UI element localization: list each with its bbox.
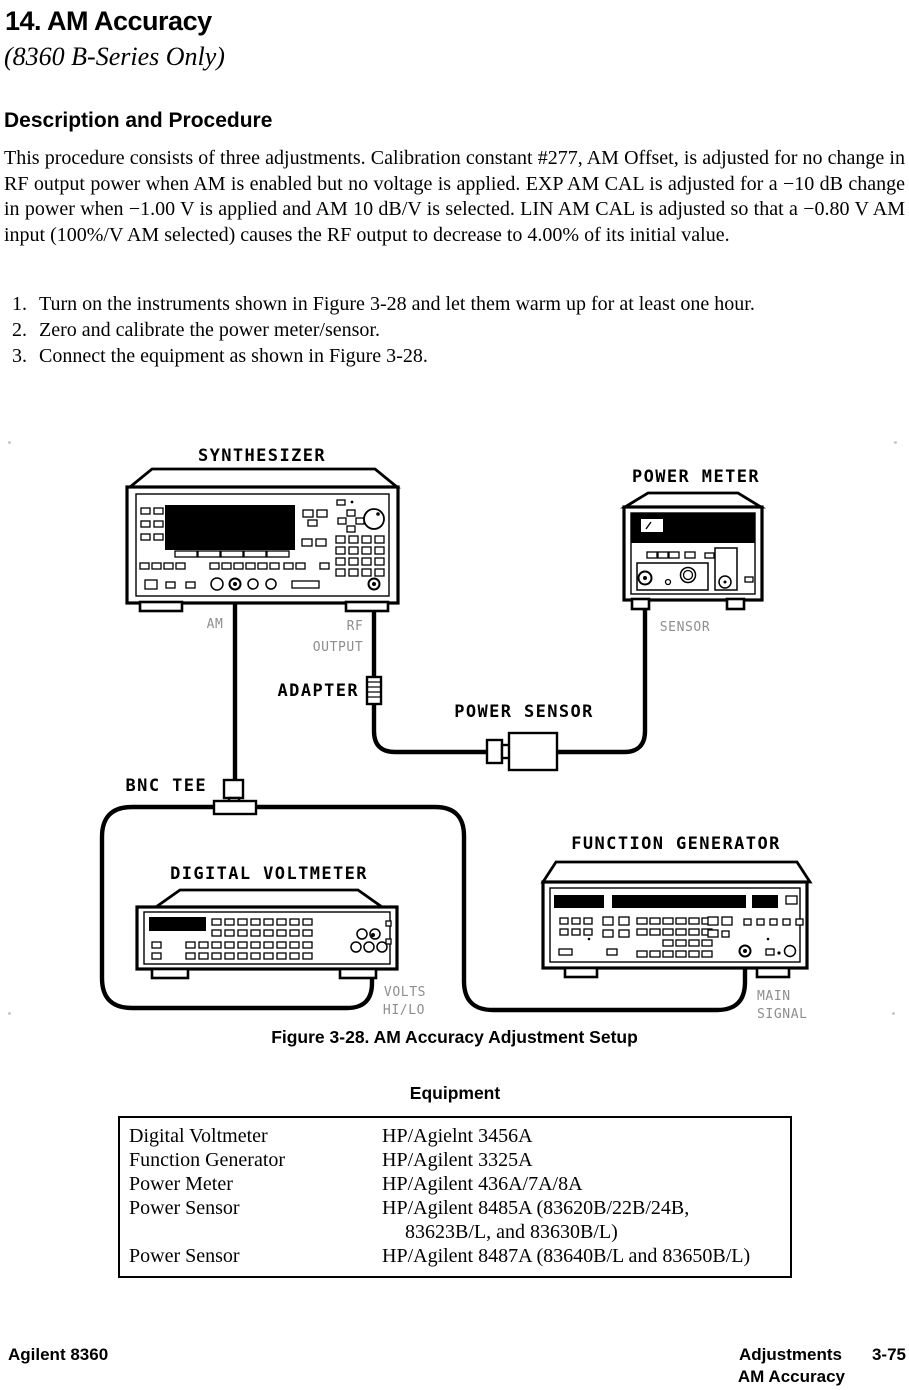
equipment-model: HP/Agilent 8485A (83620B/22B/24B, (382, 1197, 690, 1219)
section-heading: Description and Procedure (4, 109, 273, 132)
equipment-model: HP/Agilent 3325A (382, 1149, 533, 1171)
table-row (129, 1172, 790, 1196)
procedure-step (12, 291, 896, 317)
volts-hi-lo-connector (371, 933, 375, 937)
digital-voltmeter-drawing (137, 864, 426, 1018)
equipment-model: HP/Agilent 8487A (83640B/L and 83650B/L) (382, 1245, 751, 1267)
am-port-label: AM (206, 617, 224, 632)
equipment-item: Power Sensor (129, 1197, 240, 1219)
footer-product: Agilent 8360 (8, 1345, 109, 1364)
footer-section-page (738, 1345, 906, 1365)
table-row (129, 1196, 790, 1220)
adapter-drawing (278, 677, 381, 704)
step-number: 2. (12, 319, 27, 341)
meter-window (641, 519, 663, 532)
power-meter-drawing (624, 467, 762, 635)
generator-display (612, 895, 746, 908)
adapter-label: ADAPTER (277, 681, 359, 701)
equipment-model: HP/Agielnt 3456A (382, 1125, 533, 1147)
page-subtitle: (8360 B-Series Only) (4, 42, 225, 71)
equipment-heading: Equipment (409, 1083, 501, 1103)
table-row (129, 1244, 790, 1268)
equipment-item: Power Sensor (129, 1245, 240, 1267)
power-sensor-body (509, 733, 557, 770)
table-row-continuation (129, 1220, 790, 1244)
power-sensor-label: POWER SENSOR (454, 702, 594, 722)
bnc-tee-symbol (214, 801, 256, 814)
equipment-model-continuation: 83623B/L, and 83630B/L) (405, 1221, 618, 1243)
procedure-step (12, 343, 896, 369)
equipment-item: Function Generator (129, 1149, 286, 1171)
figure-caption: Figure 3-28. AM Accuracy Adjustment Setup (271, 1027, 638, 1047)
adapter-symbol (367, 677, 381, 704)
step-text: Turn on the instruments shown in Figure 3-28 and let them warm up for at least one hour. (39, 293, 755, 315)
synthesizer-display (165, 505, 295, 550)
equipment-table (118, 1116, 792, 1278)
footer-section: Adjustments (739, 1345, 842, 1364)
digital-voltmeter-label: DIGITAL VOLTMETER (170, 864, 368, 884)
rf-port-label: RF (346, 619, 364, 634)
hi-lo-port-label: HI/LO (382, 1003, 426, 1018)
rf-output-cable (374, 587, 488, 752)
procedure-steps (12, 291, 896, 369)
bnc-tee-label: BNC TEE (125, 776, 207, 796)
page-title: 14. AM Accuracy (5, 6, 212, 36)
synthesizer-label: SYNTHESIZER (198, 446, 326, 466)
synthesizer-drawing (127, 446, 398, 655)
footer-chapter: AM Accuracy (737, 1367, 845, 1386)
step-number: 1. (12, 293, 27, 315)
description-paragraph: This procedure consists of three adjustments. Calibration constant #277, AM Offset, is adjusted for no change in RF output power when AM is enabled but no voltage is applied. EXP AM CAL is adjusted for a −10 dB change in power when −1.00 V is applied and AM 10 dB/V is selected. LIN AM CAL is adjusted so that a −0.80 V AM input (100%/V AM selected) causes the RF output to decrease to 4.00% of its initial value. (4, 147, 905, 246)
power-meter-label: POWER METER (632, 467, 760, 487)
equipment-item: Power Meter (129, 1173, 233, 1195)
function-generator-label: FUNCTION GENERATOR (571, 834, 781, 854)
step-number: 3. (12, 345, 27, 367)
rf-output-port-label: OUTPUT (312, 640, 364, 655)
main-port-label: MAIN (757, 989, 791, 1004)
voltmeter-display (149, 917, 206, 931)
step-text: Zero and calibrate the power meter/sensor. (39, 319, 380, 341)
volts-port-label: VOLTS (383, 985, 427, 1000)
table-row (129, 1148, 790, 1172)
footer-right (738, 1345, 906, 1387)
signal-port-label: SIGNAL (757, 1007, 808, 1022)
procedure-step (12, 317, 896, 343)
step-text: Connect the equipment as shown in Figure 3-28. (39, 345, 428, 367)
power-sensor-drawing (454, 702, 594, 770)
equipment-model: HP/Agilent 436A/7A/8A (382, 1173, 583, 1195)
footer-page-number: 3-75 (871, 1345, 906, 1364)
function-generator-drawing (543, 834, 810, 1022)
equipment-item: Digital Voltmeter (129, 1125, 268, 1147)
table-row (129, 1124, 790, 1148)
sensor-port-label: SENSOR (659, 620, 711, 635)
setup-diagram (0, 430, 909, 1030)
